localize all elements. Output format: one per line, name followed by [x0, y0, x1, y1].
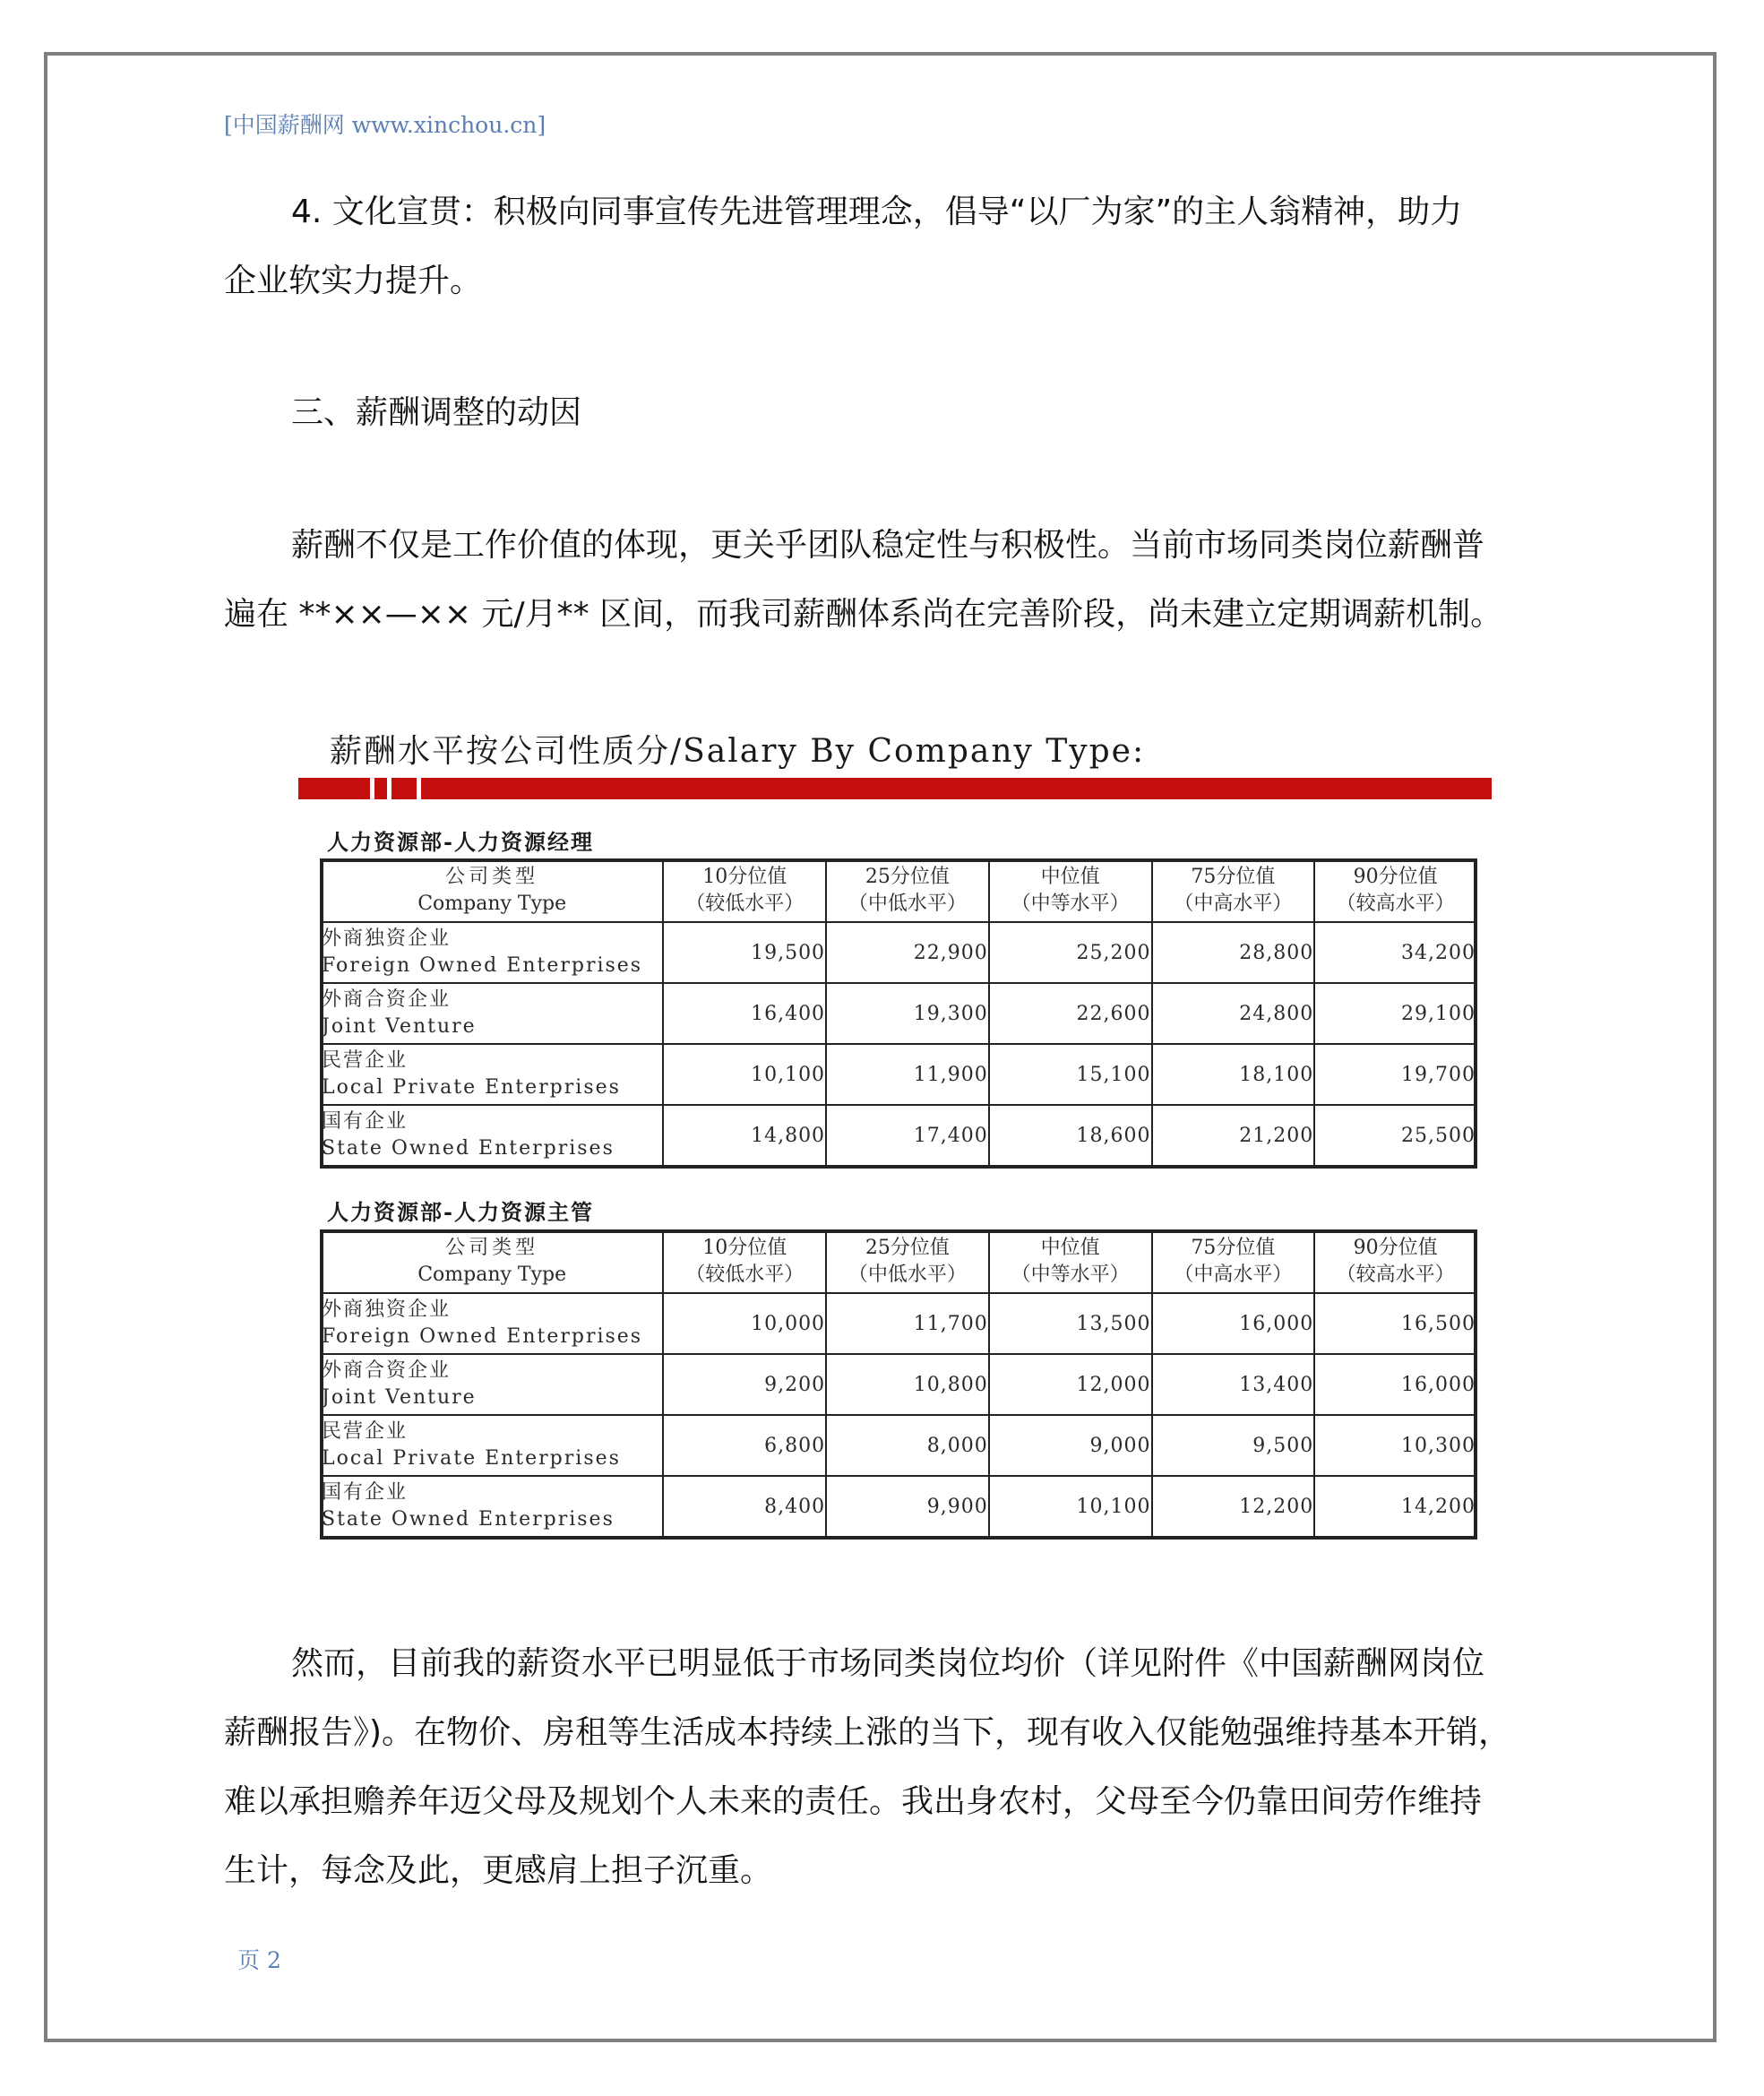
company-type-cn: 民营企业: [322, 1420, 409, 1443]
value-cell: 8,000: [826, 1415, 989, 1476]
value-cell: 9,200: [663, 1354, 826, 1415]
column-header-cn: 公司类型: [445, 1237, 539, 1259]
company-type-cn: 国有企业: [322, 1110, 409, 1133]
motive-line-2: 遍在 **××—×× 元/月** 区间，而我司薪酬体系尚在完善阶段，尚未建立定期调薪机制。: [224, 596, 1503, 633]
column-header-cn: 25分位值: [865, 1237, 950, 1259]
table-row: [321, 922, 1476, 983]
conclusion-line-3: 难以承担赡养年迈父母及规划个人未来的责任。我出身农村，父母至今仍靠田间劳作维持: [224, 1783, 1483, 1820]
column-header: [826, 859, 989, 922]
value-cell: 14,800: [663, 1105, 826, 1166]
column-header: [1314, 859, 1476, 922]
column-header-cn: 25分位值: [865, 866, 950, 888]
figure-title: 薪酬水平按公司性质分/Salary By Company Type:: [330, 733, 1146, 770]
column-header-cn: 10分位值: [702, 866, 787, 888]
value-cell: 11,900: [826, 1044, 989, 1105]
conclusion-paragraph: [224, 1629, 1541, 1905]
value-cell: 22,900: [826, 922, 989, 983]
column-header: [321, 859, 663, 922]
value-cell: 10,100: [989, 1476, 1152, 1537]
salary-figure: [298, 717, 1499, 1541]
company-type-en: Joint Venture: [322, 1015, 477, 1038]
value-cell: 10,100: [663, 1044, 826, 1105]
company-type-en: Foreign Owned Enterprises: [322, 954, 643, 977]
column-header-cn: 10分位值: [702, 1237, 787, 1259]
value-cell: 12,000: [989, 1354, 1152, 1415]
table-row: [321, 1293, 1476, 1354]
column-header: [826, 1230, 989, 1293]
value-cell: 21,200: [1152, 1105, 1315, 1166]
culture-line-2: 企业软实力提升。: [224, 263, 483, 299]
motive-paragraph: [224, 511, 1541, 649]
table-2-title: 人力资源部-人力资源主管: [327, 1199, 594, 1225]
value-cell: 25,500: [1314, 1105, 1476, 1166]
company-type-cell: [321, 1105, 663, 1166]
value-cell: 17,400: [826, 1105, 989, 1166]
column-header: [989, 859, 1152, 922]
culture-line-1-text: 4. 文化宣贯：积极向同事宣传先进管理理念，倡导“以厂为家”的主人翁精神，助力: [291, 194, 1463, 230]
value-cell: 15,100: [989, 1044, 1152, 1105]
company-type-cell: [321, 983, 663, 1044]
company-type-cn: 外商合资企业: [322, 988, 452, 1011]
value-cell: 8,400: [663, 1476, 826, 1537]
column-header-en: （中低水平）: [848, 893, 967, 915]
value-cell: 19,300: [826, 983, 989, 1044]
column-header: [663, 859, 826, 922]
company-type-cn: 外商独资企业: [322, 927, 452, 950]
column-header: [663, 1230, 826, 1293]
value-cell: 16,500: [1314, 1293, 1476, 1354]
value-cell: 29,100: [1314, 983, 1476, 1044]
value-cell: 18,600: [989, 1105, 1152, 1166]
red-rule-segment: [374, 778, 387, 799]
table-row: [321, 1476, 1476, 1537]
section-heading: 三、薪酬调整的动因: [291, 394, 582, 431]
motive-line-1-text: 薪酬不仅是工作价值的体现，更关乎团队稳定性与积极性。当前市场同类岗位薪酬普: [291, 527, 1485, 564]
table-row: [321, 1044, 1476, 1105]
figure-red-rule: [298, 778, 1499, 799]
company-type-cell: [321, 1044, 663, 1105]
column-header-en: （中高水平）: [1174, 893, 1293, 915]
column-header-cn: 75分位值: [1191, 866, 1276, 888]
column-header: [989, 1230, 1152, 1293]
value-cell: 14,200: [1314, 1476, 1476, 1537]
company-type-en: Joint Venture: [322, 1386, 477, 1409]
value-cell: 16,000: [1152, 1293, 1315, 1354]
column-header-cn: 中位值: [1040, 866, 1100, 888]
column-header: [1152, 1230, 1315, 1293]
column-header-en: Company Type: [417, 893, 567, 915]
column-header-en: （较高水平）: [1336, 1264, 1455, 1286]
column-header-en: （较低水平）: [685, 893, 805, 915]
value-cell: 9,000: [989, 1415, 1152, 1476]
red-rule-segment: [421, 778, 1492, 799]
company-type-cell: [321, 922, 663, 983]
value-cell: 19,500: [663, 922, 826, 983]
value-cell: 11,700: [826, 1293, 989, 1354]
value-cell: 12,200: [1152, 1476, 1315, 1537]
company-type-en: Local Private Enterprises: [322, 1447, 621, 1470]
table-row: [321, 1105, 1476, 1166]
conclusion-line-1-text: 然而，目前我的薪资水平已明显低于市场同类岗位均价（详见附件《中国薪酬网岗位: [291, 1645, 1485, 1682]
column-header-en: （中等水平）: [1011, 893, 1130, 915]
company-type-cell: [321, 1293, 663, 1354]
company-type-cell: [321, 1354, 663, 1415]
culture-line-1: [224, 177, 1541, 246]
company-type-cn: 外商合资企业: [322, 1359, 452, 1382]
value-cell: 18,100: [1152, 1044, 1315, 1105]
column-header-cn: 90分位值: [1353, 866, 1438, 888]
value-cell: 9,900: [826, 1476, 989, 1537]
value-cell: 13,500: [989, 1293, 1152, 1354]
table-1-title: 人力资源部-人力资源经理: [327, 829, 594, 855]
salary-table-manager: [320, 858, 1477, 1167]
value-cell: 34,200: [1314, 922, 1476, 983]
table-header-row: [321, 859, 1476, 922]
conclusion-line-4: 生计，每念及此，更感肩上担子沉重。: [224, 1852, 773, 1889]
column-header-cn: 90分位值: [1353, 1237, 1438, 1259]
company-type-en: Foreign Owned Enterprises: [322, 1325, 643, 1348]
column-header: [1152, 859, 1315, 922]
column-header: [1314, 1230, 1476, 1293]
company-type-cn: 外商独资企业: [322, 1298, 452, 1321]
column-header-cn: 75分位值: [1191, 1237, 1276, 1259]
red-rule-segment: [298, 778, 370, 799]
value-cell: 28,800: [1152, 922, 1315, 983]
column-header: [321, 1230, 663, 1293]
company-type-en: State Owned Enterprises: [322, 1137, 615, 1160]
table-row: [321, 1415, 1476, 1476]
table-header-row: [321, 1230, 1476, 1293]
column-header-en: （中等水平）: [1011, 1264, 1130, 1286]
motive-line-1: [224, 511, 1541, 580]
value-cell: 13,400: [1152, 1354, 1315, 1415]
conclusion-line-2: 薪酬报告》)。在物价、房租等生活成本持续上涨的当下，现有收入仅能勉强维持基本开销，: [224, 1714, 1511, 1751]
page-number: 页 2: [237, 1947, 281, 1973]
salary-table-supervisor: [320, 1229, 1477, 1538]
culture-paragraph: [224, 177, 1541, 315]
value-cell: 25,200: [989, 922, 1152, 983]
value-cell: 6,800: [663, 1415, 826, 1476]
value-cell: 16,000: [1314, 1354, 1476, 1415]
value-cell: 22,600: [989, 983, 1152, 1044]
column-header-en: （中高水平）: [1174, 1264, 1293, 1286]
company-type-cell: [321, 1415, 663, 1476]
column-header-en: （较低水平）: [685, 1264, 805, 1286]
column-header-en: （较高水平）: [1336, 893, 1455, 915]
company-type-cn: 国有企业: [322, 1481, 409, 1504]
table-row: [321, 1354, 1476, 1415]
table-row: [321, 983, 1476, 1044]
company-type-cell: [321, 1476, 663, 1537]
conclusion-line-1: [224, 1629, 1541, 1698]
value-cell: 10,800: [826, 1354, 989, 1415]
column-header-en: （中低水平）: [848, 1264, 967, 1286]
column-header-en: Company Type: [417, 1264, 567, 1286]
column-header-cn: 中位值: [1040, 1237, 1100, 1259]
header-site-link[interactable]: [中国薪酬网 www.xinchou.cn]: [224, 112, 546, 138]
value-cell: 24,800: [1152, 983, 1315, 1044]
value-cell: 16,400: [663, 983, 826, 1044]
company-type-en: State Owned Enterprises: [322, 1508, 615, 1531]
value-cell: 10,000: [663, 1293, 826, 1354]
company-type-cn: 民营企业: [322, 1049, 409, 1072]
column-header-cn: 公司类型: [445, 866, 539, 888]
value-cell: 10,300: [1314, 1415, 1476, 1476]
value-cell: 9,500: [1152, 1415, 1315, 1476]
company-type-en: Local Private Enterprises: [322, 1076, 621, 1099]
value-cell: 19,700: [1314, 1044, 1476, 1105]
red-rule-segment: [392, 778, 417, 799]
